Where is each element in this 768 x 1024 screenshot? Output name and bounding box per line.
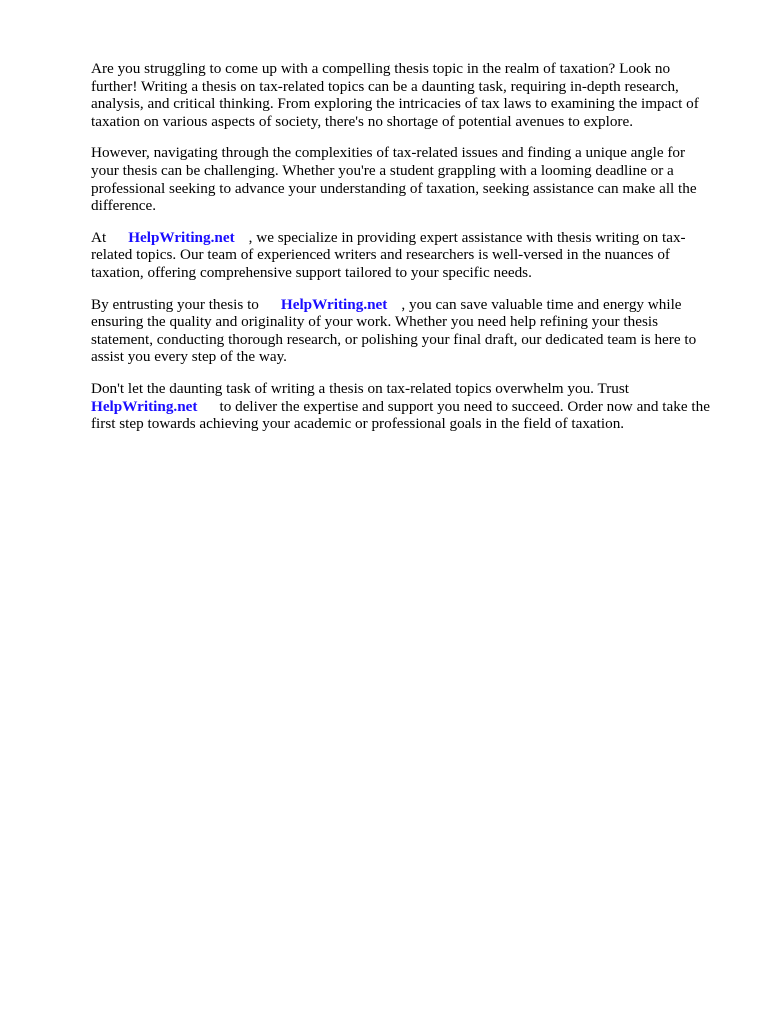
paragraph-intro <box>91 60 716 130</box>
paragraph-specialize <box>91 229 716 282</box>
paragraph-challenges-text: However, navigating through the complexities of tax-related issues and finding a unique angle for your thesis can be challenging. Whether you're a student grappling with a looming deadline or a professional seeking to advance your understanding of taxation, seeking assistance can make all the difference. <box>91 144 697 215</box>
paragraph-intro-text: Are you struggling to come up with a compelling thesis topic in the realm of taxation? Look no further! Writing a thesis on tax-related topics can be a daunting task, requiring in-depth research, analysis, and critical thinking. From exploring the intricacies of tax laws to examining the impact of taxation on various aspects of society, there's no shortage of potential avenues to explore. <box>91 60 699 130</box>
helpwriting-link-3[interactable]: HelpWriting.net <box>91 397 198 415</box>
paragraph-entrusting <box>91 296 716 366</box>
helpwriting-link-1[interactable]: HelpWriting.net <box>128 228 235 246</box>
paragraph-challenges <box>91 144 716 214</box>
paragraph-specialize-lead: At <box>91 228 107 246</box>
helpwriting-link-2[interactable]: HelpWriting.net <box>280 295 388 313</box>
paragraph-closing <box>91 380 716 433</box>
document-body <box>91 60 716 447</box>
paragraph-closing-text: to deliver the expertise and support you need to succeed. Order now and take the first step towards achieving your academic or professional goals in the field of taxation. <box>91 397 710 433</box>
paragraph-closing-lead: Don't let the daunting task of writing a thesis on tax-related topics overwhelm you. Trust <box>91 379 630 397</box>
paragraph-specialize-text: , we specialize in providing expert assistance with thesis writing on tax-related topics. Our team of experienced writers and researchers is well-versed in the nuances of taxation, offering comprehensive support tailored to your specific needs. <box>91 228 686 281</box>
paragraph-entrusting-lead: By entrusting your thesis to <box>91 295 259 313</box>
paragraph-entrusting-text: , you can save valuable time and energy while ensuring the quality and originality of your work. Whether you need help refining your thesis statement, conducting thorough research, or polishing your final draft, our dedicated team is here to assist you every step of the way. <box>91 295 697 366</box>
